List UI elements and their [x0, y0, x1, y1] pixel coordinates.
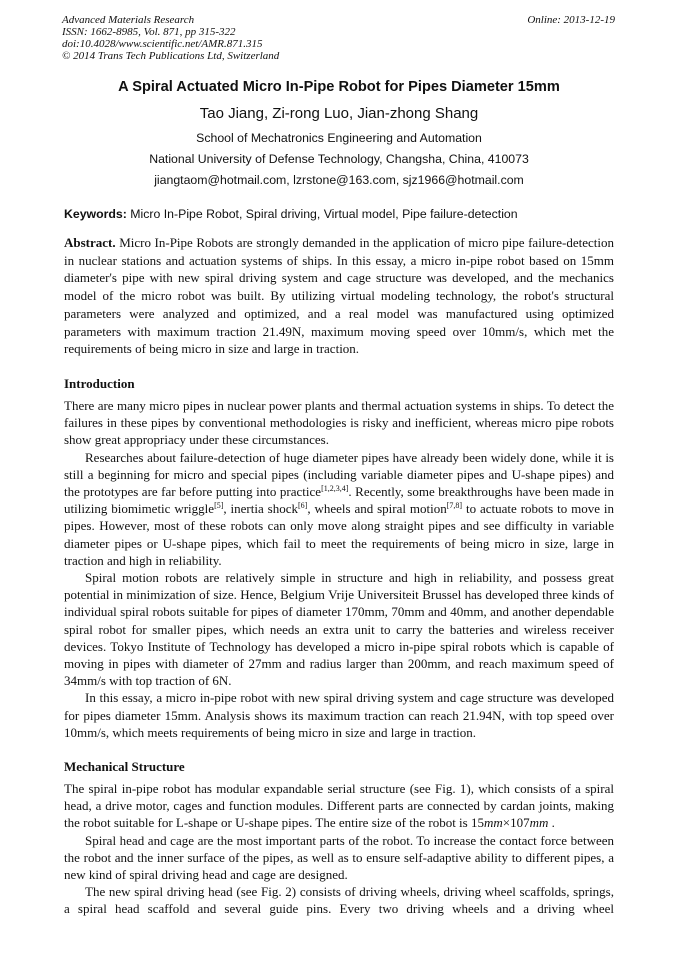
text-run: , wheels and spiral motion: [307, 501, 447, 517]
paragraph: [64, 397, 614, 449]
online-date: Online: 2013-12-19: [527, 14, 615, 26]
section-heading-mechanical-structure: Mechanical Structure: [64, 758, 185, 774]
section-body-introduction: [64, 397, 614, 741]
text-run: ×107: [502, 815, 530, 831]
paragraph: [64, 780, 614, 832]
text-run: Spiral motion robots are relatively simple in structure and high in reliability, and possess great potential in minimization of size. Hence, Belgium Vrije Universiteit Brussel has developed three kinds of individual spiral robots suitable for pipes of diameter 170mm, 70mm and 40mm, and another dependable spiral robot for smaller pipes, which needs an extra unit to carry the batteries and wireless receiver devices. Tokyo Institute of Technology has developed a micro in-pipe spiral robots which is capable of moving in pipes with diameter of 27mm and radius larger than 200mm, and reach maximum speed of 34mm/s with top traction of 6N.: [64, 569, 614, 689]
citation-ref: [7,8]: [446, 501, 463, 511]
text-run: .: [548, 815, 555, 831]
author-emails: jiangtaom@hotmail.com, lzrstone@163.com, sjz1966@hotmail.com: [154, 173, 524, 187]
text-run: . Recently, some breakthroughs have been made in utilizing biomimetic wriggle: [64, 483, 615, 517]
authors: Tao Jiang, Zi-rong Luo, Jian-zhong Shang: [199, 105, 479, 122]
abstract: [64, 234, 614, 358]
paragraph: [64, 689, 614, 741]
text-run: The spiral in-pipe robot has modular expandable serial structure (see Fig. 1), which consists of a spiral head, a drive motor, cages and function modules. Different parts are connected by cardan joints, making the robot suitable for L-shape or U-shape pipes. The entire size of the robot is 15: [64, 780, 614, 831]
text-run: Spiral head and cage are the most important parts of the robot. To increase the contact force between the robot and the inner surface of the pipes, as well as to ensure self-adaptive ability to different pipes, a new kind of spiral driving head and cage are designed.: [64, 832, 614, 882]
citation-ref: [1,2,3,4]: [321, 483, 349, 493]
text-run: mm: [529, 815, 549, 831]
paragraph: [64, 832, 614, 884]
copyright: © 2014 Trans Tech Publications Ltd, Switzerland: [62, 50, 280, 62]
abstract-label: Abstract.: [64, 235, 116, 250]
text-run: Researches about failure-detection of huge diameter pipes have already been widely done, while it is still a beginning for micro and special pipes (including variable diameter pipes and U-shape pipes) and the prototypes are far before putting into practice: [64, 449, 614, 499]
text-run: , inertia shock: [223, 501, 298, 517]
affiliation-university: National University of Defense Technology, Changsha, China, 410073: [149, 152, 529, 166]
affiliation-school: School of Mechatronics Engineering and Automation: [196, 131, 482, 145]
journal-name: Advanced Materials Research: [62, 14, 195, 26]
citation-ref: [5]: [214, 501, 224, 511]
keywords-label: Keywords:: [64, 207, 127, 221]
citation-ref: [6]: [297, 501, 308, 511]
abstract-text: Micro In-Pipe Robots are strongly demanded in the application of micro pipe failure-detection in nuclear stations and actuation systems of ships. In this essay, a micro in-pipe robot based on 15mm diameter's pipe with new spiral driving system and cage structure was developed, and the mechanics model of the micro robot was built. By utilizing virtual modeling technology, the robot's structural parameters were analyzed and optimized, and a real model was manufactured using optimized parameters with maximum traction 21.49N, maximum moving speed over 10mm/s, which met the requirements of being micro in size and large in traction.: [64, 235, 614, 357]
journal-info: [62, 14, 279, 62]
keywords: [64, 207, 518, 221]
paragraph: [64, 449, 614, 569]
doi: doi:10.4028/www.scientific.net/AMR.871.315: [62, 38, 263, 50]
paragraph: [64, 883, 614, 917]
main-text: [64, 234, 614, 928]
section-body-mechanical-structure: [64, 780, 614, 918]
text-run: to actuate robots to move in pipes. However, most of these robots can only move along straight pipes and see difficulty in variable diameter pipes or U-shape pipes, which fail to meet the requirements of being micro in size, large in traction and high in reliability.: [64, 501, 614, 568]
text-run: In this essay, a micro in-pipe robot with new spiral driving system and cage structure was developed for pipes diameter 15mm. Analysis shows its maximum traction can reach 21.94N, with top speed over 10mm/s, which meets requirements of being micro in size and large in traction.: [64, 690, 614, 740]
paper-title: A Spiral Actuated Micro In-Pipe Robot for Pipes Diameter 15mm: [118, 79, 560, 95]
paragraph: [64, 569, 614, 689]
text-run: mm: [483, 815, 503, 831]
text-run: There are many micro pipes in nuclear power plants and thermal actuation systems in ships. To detect the failures in these pipes by conventional methodologies is risky and inefficient, whereas micro pipe robots show great appropriacy under these circumstances.: [64, 397, 614, 448]
text-run: The new spiral driving head (see Fig. 2) consists of driving wheels, driving wheel scaffolds, springs, a spiral head scaffold and several guide pins. Every two driving wheels and a driving wheel: [64, 884, 614, 917]
section-heading-introduction: Introduction: [64, 375, 135, 391]
issn: ISSN: 1662-8985, Vol. 871, pp 315-322: [62, 26, 236, 38]
keywords-text: Micro In-Pipe Robot, Spiral driving, Virtual model, Pipe failure-detection: [126, 207, 518, 221]
